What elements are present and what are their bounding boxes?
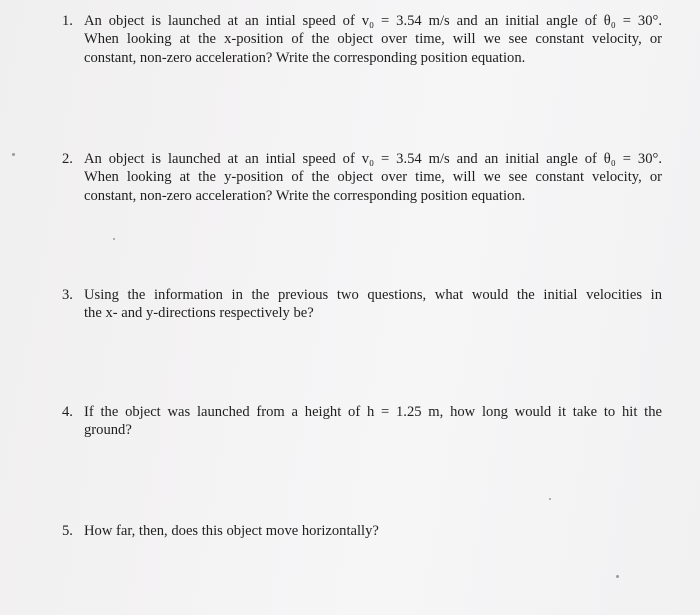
paper-speck bbox=[113, 238, 115, 240]
question-number: 3. bbox=[62, 287, 73, 303]
question-line: When looking at the y-position of the object over time, will we see constant velocity, or bbox=[84, 169, 662, 186]
question-5 bbox=[62, 522, 662, 540]
question-line: How far, then, does this object move horizontally? bbox=[84, 523, 379, 539]
paper-speck bbox=[616, 575, 619, 578]
question-line: An object is launched at an intial speed of v₀ = 3.54 m/s and an initial angle of θ₀ = 30°. bbox=[84, 151, 662, 167]
question-1 bbox=[62, 12, 662, 67]
question-text bbox=[84, 286, 662, 323]
question-line: ground? bbox=[84, 422, 132, 439]
question-2 bbox=[62, 150, 662, 205]
question-number: 2. bbox=[62, 151, 73, 167]
paper-speck bbox=[549, 498, 551, 500]
question-number: 1. bbox=[62, 13, 73, 29]
question-line: Using the information in the previous two questions, what would the initial velocities in bbox=[84, 287, 662, 303]
question-text bbox=[84, 12, 662, 67]
question-line: If the object was launched from a height of h = 1.25 m, how long would it take to hit the bbox=[84, 404, 662, 420]
question-line: constant, non-zero acceleration? Write the corresponding position equation. bbox=[84, 187, 526, 204]
question-4 bbox=[62, 403, 662, 440]
question-line: When looking at the x-position of the object over time, will we see constant velocity, or bbox=[84, 31, 662, 48]
question-line: the x- and y-directions respectively be? bbox=[84, 305, 314, 322]
question-text bbox=[84, 150, 662, 205]
question-number: 4. bbox=[62, 404, 73, 420]
question-text bbox=[84, 403, 662, 440]
question-number: 5. bbox=[62, 523, 73, 539]
question-line: An object is launched at an intial speed of v₀ = 3.54 m/s and an initial angle of θ₀ = 30°. bbox=[84, 13, 662, 29]
question-line: constant, non-zero acceleration? Write the corresponding position equation. bbox=[84, 49, 526, 66]
question-3 bbox=[62, 286, 662, 323]
paper-speck bbox=[12, 153, 15, 156]
question-text bbox=[84, 522, 662, 540]
